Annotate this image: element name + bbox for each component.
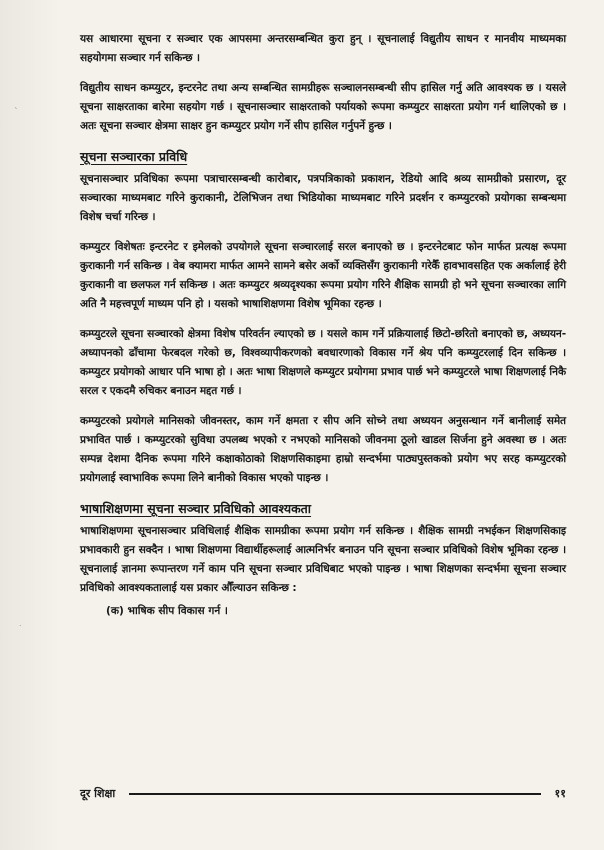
margin-mark: ˎ bbox=[14, 100, 19, 110]
paragraph: भाषाशिक्षणमा सूचनासञ्चार प्रविधिलाई शैक्षिक सामग्रीका रूपमा प्रयोग गर्न सकिन्छ । शैक्षिक सामग्री नभईकन शिक्षणसिकाइ प्रभावकारी हुन सक्दैन । भाषा शिक्षणमा विद्यार्थीहरूलाई आत्मनिर्भर बनाउन पनि सूचना सञ्चार प्रविधिको विशेष भूमिका रहन्छ । सूचनालाई ज्ञानमा रूपान्तरण गर्ने काम पनि सूचना सञ्चार प्रविधिबाट भएको पाइन्छ । भाषा शिक्षणका सन्दर्भमा सूचना सञ्चार प्रविधिको आवश्यकतालाई यस प्रकार औँल्याउन सकिन्छ : bbox=[80, 525, 566, 594]
paragraph: कम्प्युटरको प्रयोगले मानिसको जीवनस्तर, काम गर्ने क्षमता र सीप अनि सोच्ने तथा अध्ययन अनुसन्धान गर्ने बानीलाई समेत प्रभावित पार्छ । कम्प्युटरको सुविधा उपलब्ध भएको र नभएको मानिसको जीवनमा ठूलो खाडल सिर्जना हुने अवस्था छ । अतः सम्पन्न देशमा दैनिक रूपमा गरिने कक्षाकोठाको शिक्षणसिकाइमा हाम्रो सन्दर्भमा पाठ्यपुस्तकको प्रयोग भए सरह कम्प्युटरको प्रयोगलाई स्वाभाविक रूपमा लिने बानीको विकास भएको पाइन्छ । bbox=[80, 415, 566, 484]
section-heading: सूचना सञ्चारका प्रविधि bbox=[80, 149, 188, 164]
margin-mark: ˙ bbox=[18, 625, 23, 635]
paragraph: यस आधारमा सूचना र सञ्चार एक आपसमा अन्तरसम्बन्धित कुरा हुन् । सूचनालाई विद्युतीय साधन र मानवीय माध्यमका सहयोगमा सञ्चार गर्न सकिन्छ । bbox=[80, 33, 566, 64]
footer-rule bbox=[129, 793, 540, 795]
paragraph: कम्प्युटर विशेषतः इन्टरनेट र इमेलको उपयोगले सूचना सञ्चारलाई सरल बनाएको छ । इन्टरनेटबाट फोन मार्फत प्रत्यक्ष रूपमा कुराकानी गर्न सकिन्छ । वेब क्यामरा मार्फत आमने सामने बसेर अर्को व्यक्तिसँग कुराकानी गरेकैँ हावभावसहित एक अर्कालाई हेरी कुराकानी वा छलफल गर्न सकिन्छ । अतः कम्प्युटर श्रव्यदृश्यका रूपमा प्रयोग गरिने शैक्षिक सामग्री हो भने सूचना सञ्चारका लागि अति नै महत्त्वपूर्ण माध्यम पनि हो । यसको भाषाशिक्षणमा विशेष भूमिका रहन्छ । bbox=[80, 241, 566, 310]
section-heading: भाषाशिक्षणमा सूचना सञ्चार प्रविधिको आवश्यकता bbox=[80, 501, 312, 516]
list-item: (क) भाषिक सीप विकास गर्न । bbox=[106, 605, 228, 617]
paragraph: विद्युतीय साधन कम्प्युटर, इन्टरनेट तथा अन्य सम्बन्धित सामग्रीहरू सञ्चालनसम्बन्धी सीप हासिल गर्नु अति आवश्यक छ । यसले सूचना साक्षरताका बारेमा सहयोग गर्छ । सूचनासञ्चार साक्षरताको पर्यायको रूपमा कम्प्युटर साक्षरता प्रयोग गर्न थालिएको छ । अतः सूचना सञ्चार क्षेत्रमा साक्षर हुन कम्प्युटर प्रयोग गर्ने सीप हासिल गर्नुपर्ने हुन्छ । bbox=[80, 82, 566, 132]
paragraph: कम्प्युटरले सूचना सञ्चारको क्षेत्रमा विशेष परिवर्तन ल्याएको छ । यसले काम गर्ने प्रक्रियालाई छिटो-छरितो बनाएको छ, अध्ययन-अध्यापनको ढाँचामा फेरबदल गरेको छ, विश्वव्यापीकरणको बवधारणाको विकास गर्ने श्रेय पनि कम्प्युटरलाई दिन सकिन्छ । कम्प्युटर प्रयोगको आधार पनि भाषा हो । अतः भाषा शिक्षणले कम्प्युटर प्रयोगमा प्रभाव पार्छ भने कम्प्युटरले भाषा शिक्षणलाई निकै सरल र एकदमै रुचिकर बनाउन मद्दत गर्छ । bbox=[80, 328, 566, 397]
footer-title: दूर शिक्षा bbox=[80, 787, 116, 800]
paragraph: सूचनासञ्चार प्रविधिका रूपमा पत्राचारसम्बन्धी कारोबार, पत्रपत्रिकाको प्रकाशन, रेडियो आदि श्रव्य सामग्रीको प्रसारण, दूर सञ्चारका माध्यमबाट गरिने कुराकानी, टेलिभिजन तथा भिडियोका माध्यमबाट गरिने प्रदर्शन र कम्प्युटरको प्रयोगका सम्बन्धमा विशेष चर्चा गरिन्छ । bbox=[80, 173, 566, 223]
page-number: ११ bbox=[554, 787, 566, 800]
page-footer bbox=[80, 786, 566, 801]
